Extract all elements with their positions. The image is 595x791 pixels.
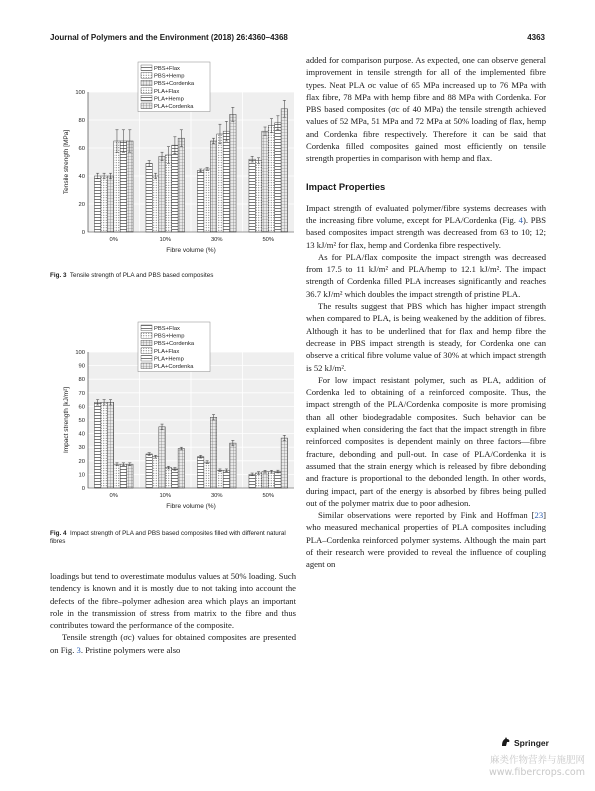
watermark-url: www.fibercrops.com	[488, 767, 585, 778]
legend-entry: PBS+Cordenka	[154, 341, 195, 348]
watermark-title: 麻类作物营养与施肥网	[489, 755, 585, 766]
legend-entry: PBS+Flax	[154, 326, 180, 332]
reference-23-link[interactable]: 23	[534, 510, 544, 521]
x-tick-label: 50%	[262, 237, 275, 243]
legend-entry: PLA+Hemp	[154, 96, 184, 103]
right-text-column	[306, 54, 546, 571]
bar	[268, 472, 274, 488]
y-tick-label: 0	[81, 486, 85, 492]
x-tick-label: 10%	[159, 493, 172, 499]
bar	[127, 464, 133, 488]
bar	[120, 464, 126, 488]
legend-swatch	[141, 355, 152, 361]
bar	[152, 176, 158, 232]
paragraph: loadings but tend to overestimate modulus values at 50% loading. Such tendency is known and it is mostly due to not taking into account the defects of the fibre–polymer adhesion area which plays an important role in the transmission of stress from matrix to the fibre and thus contributes toward the performance of the composite.	[50, 571, 296, 631]
figure-3	[50, 54, 300, 264]
x-axis-label: Fibre volume (%)	[166, 247, 216, 254]
legend-swatch	[141, 73, 152, 79]
legend-swatch	[141, 65, 152, 71]
bar	[94, 176, 100, 232]
paragraph	[306, 202, 546, 251]
figure-3-caption-text: Tensile strength of PLA and PBS based composites	[69, 272, 214, 279]
publisher-footer	[500, 736, 549, 749]
y-tick-label: 60	[78, 146, 85, 152]
figure-3-link[interactable]: 3	[76, 644, 81, 655]
y-tick-label: 40	[78, 431, 85, 438]
paragraph	[50, 631, 296, 656]
bar	[172, 469, 178, 488]
legend-swatch	[141, 340, 152, 346]
legend-entry: PLA+Hemp	[154, 356, 184, 363]
legend-entry: PBS+Hemp	[154, 73, 185, 80]
bar	[255, 473, 261, 488]
y-axis-label: Tensile strength [MPa]	[63, 129, 70, 195]
y-tick-label: 80	[78, 377, 85, 384]
x-axis-label: Fibre volume (%)	[166, 503, 216, 510]
y-tick-label: 50	[78, 418, 85, 424]
publisher-name: Springer	[514, 737, 549, 748]
legend-swatch	[141, 348, 152, 354]
bar	[262, 472, 268, 488]
x-tick-label: 30%	[210, 493, 223, 499]
bar	[107, 176, 113, 232]
bar	[178, 138, 184, 232]
bar	[94, 402, 100, 488]
legend-swatch	[141, 88, 152, 94]
bar	[178, 449, 184, 488]
section-heading: Impact Properties	[306, 180, 386, 192]
bar	[114, 464, 120, 488]
bar	[146, 454, 152, 488]
x-tick-label: 10%	[159, 237, 172, 243]
bar	[275, 472, 281, 488]
legend-swatch	[141, 325, 152, 331]
y-axis-label: Impact strength [kJ/m²]	[63, 386, 70, 454]
legend-swatch	[141, 333, 152, 339]
bar	[255, 161, 261, 232]
text-run: ] who measured mechanical properties of PLA composites including PLA–Cordenka reinforced polymer systems. Although the main part of their research were provided to reveal the influence of coupling agent on	[306, 510, 546, 570]
figure-4-label: Fig. 4	[50, 530, 67, 537]
site-watermark	[489, 755, 585, 779]
page-number: 4363	[527, 32, 545, 42]
bar	[127, 141, 133, 232]
springer-horse-icon	[500, 736, 511, 749]
y-tick-label: 0	[81, 230, 85, 236]
bar	[249, 159, 255, 232]
running-header	[50, 30, 545, 44]
y-tick-label: 90	[78, 363, 85, 370]
bar	[165, 155, 171, 232]
x-tick-label: 50%	[262, 493, 275, 499]
bar	[262, 131, 268, 232]
text-run: ). PBS based composites impact strength was decreased from 63 to 10; 12; 13 kJ/m² for flax, hemp and Cordenka fibre respectively.	[306, 214, 546, 250]
figure-4-link[interactable]: 4	[518, 214, 523, 225]
figure-4	[50, 312, 300, 522]
bar	[146, 163, 152, 232]
bar	[275, 123, 281, 232]
paragraph: added for comparison purpose. As expected, one can observe general improvement in tensile strength for all of the implemented fibre types. Neat PLA σc value of 65 MPa increased up to 76 MPa with flax fibre, 78 MPa with hemp fibre and 88 MPa with Cordenka. For PBS based composites (σc of 40 MPa) the tensile strength achieved values of 52 MPa, 51 MPa and 72 MPa at 50% loading of flax, hemp and Cordenka fibre respectively. Therefore it can be said that Cordenka filled composites gained most efficiently on tensile strength properties in comparison with hemp and flax.	[306, 55, 546, 164]
text-run: Impact strength of evaluated polymer/fibre systems decreases with the increasing fibre volume, except for PLA/Cordenka (Fig.	[306, 202, 546, 225]
bar	[165, 468, 171, 488]
y-tick-label: 100	[75, 350, 85, 356]
bar	[120, 141, 126, 232]
bar	[210, 417, 216, 488]
legend-entry: PLA+Flax	[154, 348, 180, 355]
figure-4-caption	[50, 530, 300, 547]
legend-swatch	[141, 95, 152, 101]
y-tick-label: 70	[78, 390, 85, 397]
bar	[107, 402, 113, 488]
bar	[217, 134, 223, 232]
bar	[217, 470, 223, 488]
legend-entry: PBS+Flax	[154, 66, 180, 72]
y-tick-label: 80	[78, 118, 85, 124]
bar	[210, 141, 216, 232]
impact-strength-chart	[50, 312, 300, 522]
y-tick-label: 20	[78, 202, 85, 208]
left-text-column	[50, 570, 296, 656]
bar	[249, 474, 255, 488]
legend-entry: PLA+Cordenka	[154, 364, 194, 370]
text-run: . Pristine polymers were also	[80, 644, 181, 655]
y-tick-label: 20	[78, 458, 85, 465]
bar	[197, 170, 203, 232]
paragraph	[306, 509, 546, 570]
bar	[230, 114, 236, 232]
y-tick-label: 60	[78, 404, 85, 411]
bar	[204, 169, 210, 232]
bar	[114, 141, 120, 232]
bar	[204, 462, 210, 488]
paragraph: For low impact resistant polymer, such as PLA, addition of Cordenka led to obtaining of a reinforced composite. Thus, the impact strength of the PLA/Cordenka composite is more promising than all other biodegradable composites. Such behavior can be explained when considering the fact that the impact strength in fibre reinforced composites is dependent mainly on three factors—fibre fracture, debonding and pull-out. In case of PLA/Cordenka it is assumed that the strain energy which is released by fibre debonding and fracture is proportional to the debonded length. In other words, during impact, part of the energy is absorbed by fibres being pulled out of the polymer matrix due to poor adhesion.	[306, 374, 546, 508]
bar	[223, 470, 229, 488]
bar	[230, 443, 236, 488]
bar	[101, 176, 107, 232]
bar	[268, 126, 274, 232]
legend-entry: PLA+Cordenka	[154, 104, 194, 110]
bar	[281, 109, 287, 232]
y-tick-label: 40	[78, 174, 85, 180]
journal-citation: Journal of Polymers and the Environment (2018) 26:4360–4368	[50, 32, 288, 42]
y-tick-label: 30	[78, 445, 85, 452]
legend-entry: PBS+Cordenka	[154, 81, 195, 88]
bar	[172, 145, 178, 232]
y-tick-label: 100	[75, 90, 85, 96]
bar	[223, 131, 229, 232]
bar	[159, 427, 165, 488]
text-run: Similar observations were reported by Fink and Hoffman [	[318, 510, 535, 521]
figure-4-caption-text: Impact strength of PLA and PBS based composites filled with different natural fibres	[50, 530, 286, 546]
paragraph: As for PLA/flax composite the impact strength was decreased from 17.5 to 11 kJ/m² and PLA/hemp to 12.1 kJ/m². The impact strength of Cordenka filled PLA increases significantly and reaches 36.7 kJ/m² which doubles the impact strength of pristine PLA.	[306, 251, 546, 299]
paragraph: The results suggest that PBS which has higher impact strength when compared to PLA, is being weakened by the addition of fibres. Although it has to be underlined that for flax and hemp fibre the decrease in PBS impact strength is steady, for Cordenka one can observe a critical fibre volume value of 30% at which impact strength is 52 kJ/m².	[306, 301, 546, 373]
figure-3-label: Fig. 3	[50, 272, 67, 279]
text-run: Tensile strength (σc) values for obtained composites are presented on Fig.	[50, 632, 296, 655]
x-tick-label: 0%	[109, 493, 118, 499]
y-tick-label: 10	[78, 472, 85, 479]
bar	[159, 156, 165, 232]
tensile-strength-chart	[50, 54, 300, 264]
legend-entry: PLA+Flax	[154, 88, 180, 95]
bar	[152, 457, 158, 488]
legend-swatch	[141, 363, 152, 369]
legend-swatch	[141, 103, 152, 109]
bar	[101, 402, 107, 488]
bar	[281, 438, 287, 488]
bar	[197, 457, 203, 488]
figure-3-caption	[50, 272, 300, 280]
x-tick-label: 30%	[210, 237, 223, 243]
x-tick-label: 0%	[109, 237, 118, 243]
legend-swatch	[141, 80, 152, 86]
legend-entry: PBS+Hemp	[154, 333, 185, 340]
